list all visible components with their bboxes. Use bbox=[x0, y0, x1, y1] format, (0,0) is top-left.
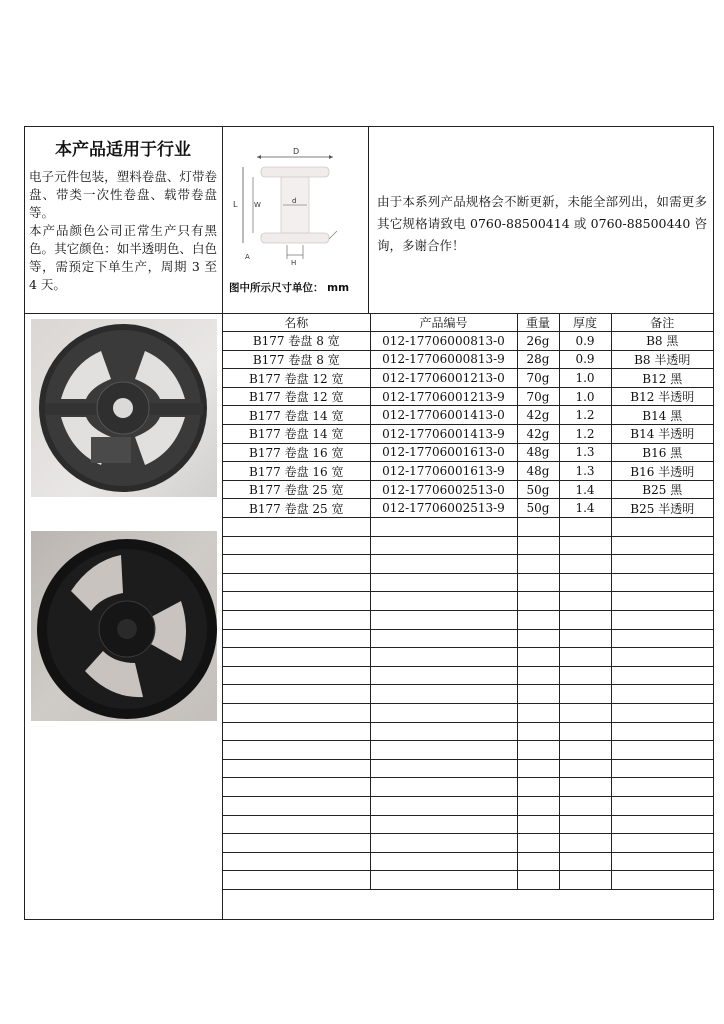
empty-cell bbox=[559, 703, 611, 722]
empty-cell bbox=[611, 852, 713, 871]
cell-thickness: 1.0 bbox=[559, 369, 611, 388]
empty-cell bbox=[223, 871, 370, 890]
cell-thickness: 1.3 bbox=[559, 462, 611, 481]
cell-thickness: 0.9 bbox=[559, 350, 611, 369]
cell-remark: B12 半透明 bbox=[611, 387, 713, 406]
empty-cell bbox=[559, 722, 611, 741]
table-header-row bbox=[223, 313, 713, 332]
cell-name: B177 卷盘 16 宽 bbox=[223, 443, 370, 462]
cell-name: B177 卷盘 12 宽 bbox=[223, 369, 370, 388]
header-thickness: 厚度 bbox=[559, 313, 611, 332]
empty-cell bbox=[559, 834, 611, 853]
empty-table-row bbox=[223, 871, 713, 890]
cell-thickness: 1.3 bbox=[559, 443, 611, 462]
table-row bbox=[223, 406, 713, 425]
cell-thickness: 1.4 bbox=[559, 480, 611, 499]
label-d-inner: d bbox=[292, 197, 297, 205]
empty-cell bbox=[611, 815, 713, 834]
cell-weight: 50g bbox=[517, 480, 559, 499]
empty-cell bbox=[517, 796, 559, 815]
empty-cell bbox=[559, 685, 611, 704]
empty-cell bbox=[559, 611, 611, 630]
cell-weight: 70g bbox=[517, 369, 559, 388]
empty-cell bbox=[559, 778, 611, 797]
cell-name: B177 卷盘 8 宽 bbox=[223, 350, 370, 369]
cell-code: 012-17706001413-0 bbox=[370, 406, 517, 425]
empty-cell bbox=[223, 741, 370, 760]
empty-cell bbox=[559, 815, 611, 834]
cell-name: B177 卷盘 14 宽 bbox=[223, 425, 370, 444]
cell-code: 012-17706002513-9 bbox=[370, 499, 517, 518]
empty-cell bbox=[370, 555, 517, 574]
empty-cell bbox=[611, 759, 713, 778]
label-l: L bbox=[233, 200, 238, 209]
empty-cell bbox=[611, 703, 713, 722]
header-remark: 备注 bbox=[611, 313, 713, 332]
empty-cell bbox=[370, 536, 517, 555]
header-weight: 重量 bbox=[517, 313, 559, 332]
empty-cell bbox=[223, 536, 370, 555]
table-row bbox=[223, 350, 713, 369]
cell-remark: B14 半透明 bbox=[611, 425, 713, 444]
empty-cell bbox=[517, 685, 559, 704]
cell-code: 012-17706001413-9 bbox=[370, 425, 517, 444]
empty-cell bbox=[223, 648, 370, 667]
table-row bbox=[223, 462, 713, 481]
empty-cell bbox=[223, 555, 370, 574]
empty-cell bbox=[517, 834, 559, 853]
empty-table-row bbox=[223, 852, 713, 871]
cell-name: B177 卷盘 14 宽 bbox=[223, 406, 370, 425]
label-a: A bbox=[245, 253, 250, 261]
cell-code: 012-17706002513-0 bbox=[370, 480, 517, 499]
empty-cell bbox=[223, 573, 370, 592]
empty-cell bbox=[559, 852, 611, 871]
empty-cell bbox=[223, 611, 370, 630]
cell-thickness: 1.2 bbox=[559, 406, 611, 425]
cell-remark: B16 半透明 bbox=[611, 462, 713, 481]
empty-cell bbox=[370, 685, 517, 704]
empty-cell bbox=[223, 685, 370, 704]
cell-remark: B12 黑 bbox=[611, 369, 713, 388]
header-name: 名称 bbox=[223, 313, 370, 332]
color-description: 本产品颜色公司正常生产只有黑色。其它颜色：如半透明色、白色等，需预定下单生产，周期 3 至 4 天。 bbox=[29, 223, 217, 292]
empty-cell bbox=[559, 518, 611, 537]
unit-caption: 图中所示尺寸单位： mm bbox=[229, 282, 350, 294]
cell-remark: B25 黑 bbox=[611, 480, 713, 499]
empty-cell bbox=[370, 852, 517, 871]
contact-note: 由于本系列产品规格会不断更新，未能全部列出，如需更多其它规格请致电 0760-88500414 或 0760-88500440 咨询，多谢合作！ bbox=[377, 194, 707, 253]
label-d-outer: D bbox=[293, 147, 300, 156]
black-reel-photo-1 bbox=[31, 319, 217, 497]
empty-cell bbox=[370, 611, 517, 630]
empty-table-row bbox=[223, 759, 713, 778]
empty-cell bbox=[517, 871, 559, 890]
cell-weight: 48g bbox=[517, 443, 559, 462]
label-h: H bbox=[291, 259, 297, 267]
empty-cell bbox=[559, 629, 611, 648]
empty-cell bbox=[517, 703, 559, 722]
empty-cell bbox=[559, 666, 611, 685]
empty-cell bbox=[517, 592, 559, 611]
empty-cell bbox=[223, 834, 370, 853]
cell-weight: 26g bbox=[517, 332, 559, 351]
cell-thickness: 1.2 bbox=[559, 425, 611, 444]
cell-weight: 48g bbox=[517, 462, 559, 481]
header-code: 产品编号 bbox=[370, 313, 517, 332]
cell-code: 012-17706001613-0 bbox=[370, 443, 517, 462]
empty-cell bbox=[370, 666, 517, 685]
empty-cell bbox=[370, 778, 517, 797]
empty-cell bbox=[223, 666, 370, 685]
table-row bbox=[223, 332, 713, 351]
note-cell bbox=[369, 127, 713, 313]
empty-cell bbox=[611, 518, 713, 537]
cell-remark: B8 黑 bbox=[611, 332, 713, 351]
empty-cell bbox=[611, 834, 713, 853]
empty-table-row bbox=[223, 573, 713, 592]
empty-cell bbox=[370, 722, 517, 741]
empty-cell bbox=[517, 778, 559, 797]
cell-weight: 28g bbox=[517, 350, 559, 369]
empty-cell bbox=[517, 611, 559, 630]
empty-cell bbox=[223, 759, 370, 778]
empty-table-row bbox=[223, 666, 713, 685]
cell-remark: B8 半透明 bbox=[611, 350, 713, 369]
cell-weight: 50g bbox=[517, 499, 559, 518]
empty-cell bbox=[223, 778, 370, 797]
cell-thickness: 1.4 bbox=[559, 499, 611, 518]
empty-cell bbox=[517, 759, 559, 778]
empty-cell bbox=[559, 871, 611, 890]
empty-cell bbox=[517, 722, 559, 741]
empty-cell bbox=[370, 573, 517, 592]
empty-cell bbox=[517, 629, 559, 648]
cell-name: B177 卷盘 8 宽 bbox=[223, 332, 370, 351]
empty-cell bbox=[370, 592, 517, 611]
empty-cell bbox=[370, 703, 517, 722]
empty-cell bbox=[517, 741, 559, 760]
empty-cell bbox=[370, 741, 517, 760]
empty-cell bbox=[559, 555, 611, 574]
empty-cell bbox=[223, 852, 370, 871]
empty-cell bbox=[370, 518, 517, 537]
empty-cell bbox=[611, 648, 713, 667]
table-body bbox=[223, 332, 713, 890]
cell-code: 012-17706001213-9 bbox=[370, 387, 517, 406]
cell-code: 012-17706000813-9 bbox=[370, 350, 517, 369]
empty-table-row bbox=[223, 592, 713, 611]
empty-cell bbox=[611, 611, 713, 630]
cell-code: 012-17706001213-0 bbox=[370, 369, 517, 388]
empty-cell bbox=[223, 722, 370, 741]
cell-remark: B14 黑 bbox=[611, 406, 713, 425]
empty-table-row bbox=[223, 796, 713, 815]
empty-cell bbox=[611, 629, 713, 648]
empty-table-row bbox=[223, 815, 713, 834]
industry-title: 本产品适用于行业 bbox=[55, 140, 191, 160]
empty-table-row bbox=[223, 703, 713, 722]
empty-cell bbox=[517, 666, 559, 685]
empty-table-row bbox=[223, 629, 713, 648]
table-row bbox=[223, 369, 713, 388]
empty-cell bbox=[370, 834, 517, 853]
industry-cell bbox=[25, 127, 223, 313]
empty-cell bbox=[370, 796, 517, 815]
empty-cell bbox=[223, 703, 370, 722]
cell-weight: 42g bbox=[517, 425, 559, 444]
empty-table-row bbox=[223, 536, 713, 555]
reel-dimension-diagram bbox=[223, 127, 369, 277]
cell-weight: 70g bbox=[517, 387, 559, 406]
empty-cell bbox=[517, 573, 559, 592]
empty-cell bbox=[559, 536, 611, 555]
cell-name: B177 卷盘 25 宽 bbox=[223, 480, 370, 499]
table-row bbox=[223, 387, 713, 406]
empty-table-row bbox=[223, 555, 713, 574]
empty-cell bbox=[611, 555, 713, 574]
empty-cell bbox=[559, 592, 611, 611]
top-row bbox=[25, 127, 713, 314]
empty-cell bbox=[517, 536, 559, 555]
cell-remark: B25 半透明 bbox=[611, 499, 713, 518]
empty-table-row bbox=[223, 778, 713, 797]
empty-cell bbox=[611, 536, 713, 555]
empty-cell bbox=[517, 555, 559, 574]
black-reel-photo-2 bbox=[31, 531, 217, 721]
empty-cell bbox=[611, 685, 713, 704]
table-row bbox=[223, 425, 713, 444]
empty-table-row bbox=[223, 722, 713, 741]
empty-cell bbox=[611, 871, 713, 890]
table-row bbox=[223, 443, 713, 462]
empty-cell bbox=[559, 573, 611, 592]
cell-weight: 42g bbox=[517, 406, 559, 425]
empty-cell bbox=[223, 518, 370, 537]
empty-cell bbox=[611, 592, 713, 611]
cell-name: B177 卷盘 12 宽 bbox=[223, 387, 370, 406]
empty-cell bbox=[517, 518, 559, 537]
empty-cell bbox=[223, 796, 370, 815]
empty-table-row bbox=[223, 518, 713, 537]
empty-cell bbox=[223, 629, 370, 648]
cell-thickness: 0.9 bbox=[559, 332, 611, 351]
photo-column bbox=[25, 313, 223, 919]
empty-cell bbox=[517, 815, 559, 834]
table-row bbox=[223, 499, 713, 518]
table-row bbox=[223, 480, 713, 499]
empty-cell bbox=[559, 759, 611, 778]
cell-name: B177 卷盘 16 宽 bbox=[223, 462, 370, 481]
empty-cell bbox=[517, 648, 559, 667]
empty-cell bbox=[517, 852, 559, 871]
empty-cell bbox=[611, 796, 713, 815]
empty-table-row bbox=[223, 685, 713, 704]
empty-cell bbox=[611, 778, 713, 797]
cell-code: 012-17706001613-9 bbox=[370, 462, 517, 481]
cell-name: B177 卷盘 25 宽 bbox=[223, 499, 370, 518]
empty-cell bbox=[611, 573, 713, 592]
empty-cell bbox=[370, 759, 517, 778]
empty-table-row bbox=[223, 648, 713, 667]
empty-cell bbox=[223, 592, 370, 611]
industry-description: 电子元件包装，塑料卷盘、灯带卷盘、带类一次性卷盘、载带卷盘等。 bbox=[29, 169, 217, 220]
empty-cell bbox=[223, 815, 370, 834]
empty-cell bbox=[559, 741, 611, 760]
empty-cell bbox=[370, 815, 517, 834]
product-sheet bbox=[24, 126, 714, 920]
empty-table-row bbox=[223, 611, 713, 630]
label-w: W bbox=[254, 201, 261, 209]
empty-cell bbox=[611, 741, 713, 760]
empty-table-row bbox=[223, 741, 713, 760]
empty-table-row bbox=[223, 834, 713, 853]
cell-remark: B16 黑 bbox=[611, 443, 713, 462]
empty-cell bbox=[370, 648, 517, 667]
empty-cell bbox=[370, 871, 517, 890]
cell-code: 012-17706000813-0 bbox=[370, 332, 517, 351]
spec-table bbox=[223, 313, 713, 890]
cell-thickness: 1.0 bbox=[559, 387, 611, 406]
empty-cell bbox=[559, 648, 611, 667]
empty-cell bbox=[559, 796, 611, 815]
empty-cell bbox=[611, 666, 713, 685]
dimension-diagram-cell bbox=[223, 127, 369, 313]
empty-cell bbox=[611, 722, 713, 741]
empty-cell bbox=[370, 629, 517, 648]
